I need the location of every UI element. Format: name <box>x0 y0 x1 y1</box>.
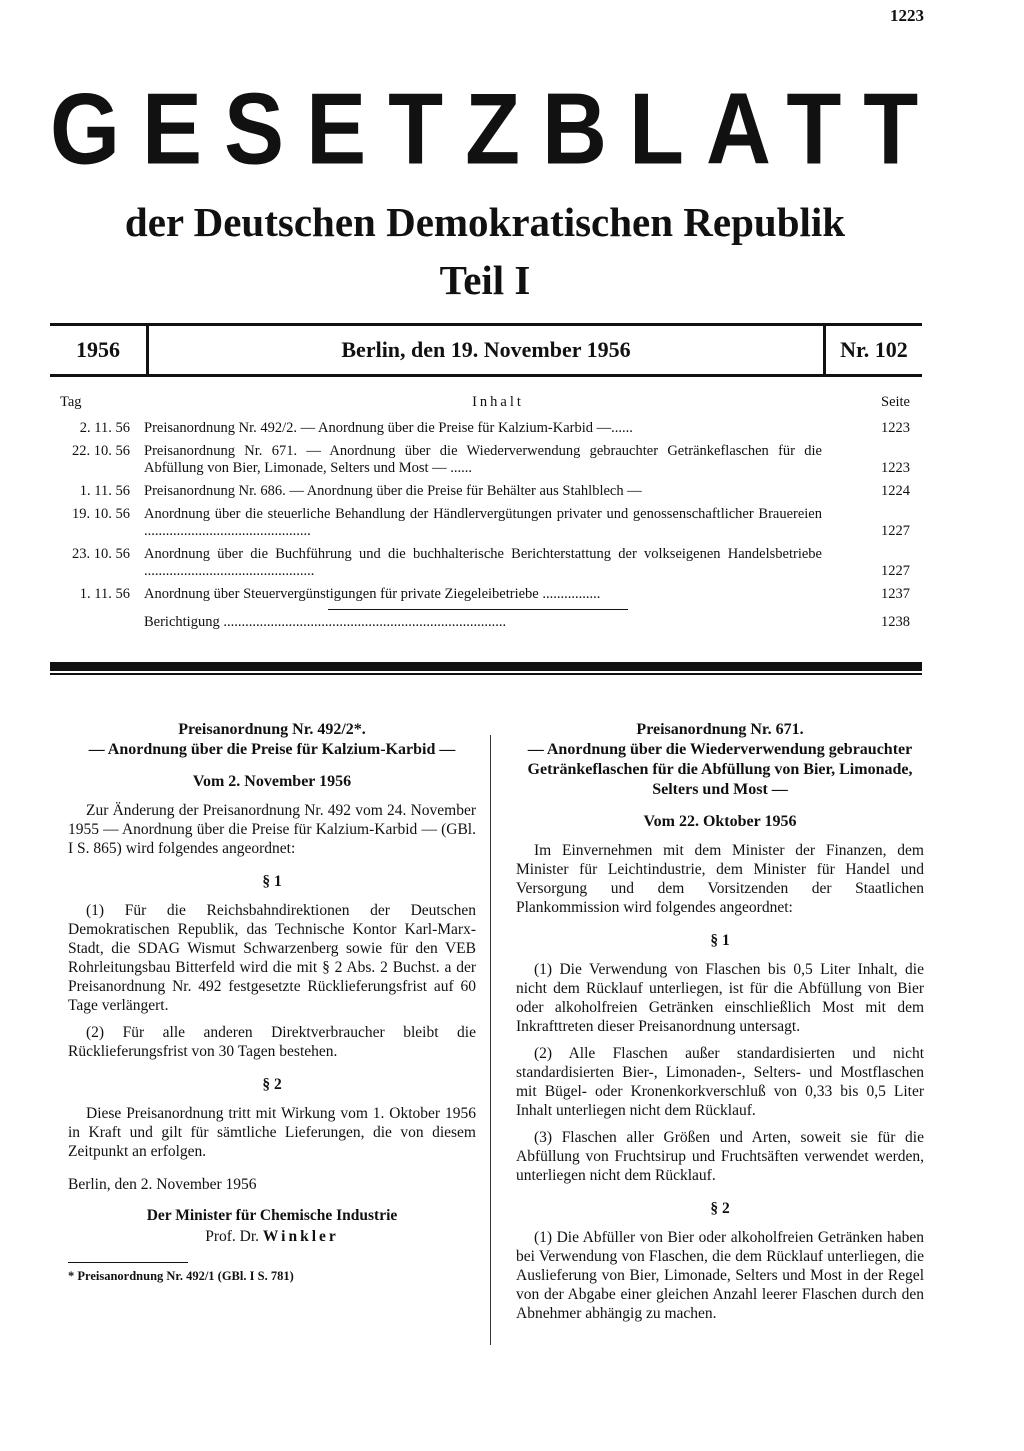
gazette-subtitle: der Deutschen Demokratischen Republik <box>124 199 846 245</box>
section-heading: § 2 <box>710 1200 730 1217</box>
gazette-title: GESETZBLATT <box>50 74 941 186</box>
toc-day-empty <box>60 614 144 631</box>
toc-title: Berichtigung .............................................................................. <box>144 614 507 630</box>
article-title: Preisanordnung Nr. 492/2*. <box>178 721 366 738</box>
toc-col-page: Seite <box>881 394 910 410</box>
signer-office: Der Minister für Chemische Industrie <box>146 1207 398 1224</box>
toc-day: 1. 11. 56 <box>79 586 130 602</box>
issue-year: 1956 <box>50 326 149 374</box>
section-heading: § 2 <box>262 1076 282 1093</box>
toc-row <box>60 586 910 603</box>
toc-page: 1227 <box>881 523 910 539</box>
article-date: Vom 2. November 1956 <box>192 773 352 790</box>
article-right <box>516 720 924 1331</box>
toc-page: 1223 <box>881 420 910 436</box>
signer-surname: Winkler <box>262 1228 339 1245</box>
toc-row <box>60 506 910 540</box>
page-number: 1223 <box>890 6 924 25</box>
toc-row <box>60 546 910 580</box>
toc-page: 1227 <box>881 563 910 579</box>
toc-page: 1223 <box>881 460 910 476</box>
issue-bar <box>50 323 922 377</box>
issue-number: Nr. 102 <box>840 337 908 362</box>
toc-day: 19. 10. 56 <box>72 506 130 522</box>
toc-title: Preisanordnung Nr. 492/2. — Anordnung über die Preise für Kalzium-Karbid —...... <box>144 420 633 436</box>
signer-name <box>68 1227 476 1246</box>
paragraph: (1) Die Verwendung von Flaschen bis 0,5 Liter Inhalt, die nicht dem Rücklauf unterliegen, ist für die Abfüllung von Bier oder alkoholfreien Getränken einschließlich Most mit dem Inkrafttreten dieser Preisanordnung untersagt. <box>516 961 924 1035</box>
toc-title: Anordnung über die steuerliche Behandlung der Händlervergütungen privater und genossenschaftlicher Brauereien .............................................. <box>144 506 822 539</box>
place-date: Berlin, den 2. November 1956 <box>68 1176 257 1193</box>
toc-title: Anordnung über Steuervergünstigungen für private Ziegeleibetriebe ................ <box>144 586 601 602</box>
paragraph: (3) Flaschen aller Größen und Arten, soweit sie für die Abfüllung von Fruchtsirup und Fruchtsäften verwendet werden, unterliegen nicht dem Rücklauf. <box>516 1129 924 1184</box>
footnote-rule <box>68 1262 188 1263</box>
article-intro: Im Einvernehmen mit dem Minister der Finanzen, dem Minister für Leichtindustrie, dem Minister für Handel und Versorgung und dem Vorsitzenden der Staatlichen Plankommission wird folgendes angeordnet: <box>516 842 924 916</box>
toc-day: 2. 11. 56 <box>79 420 130 436</box>
toc-page: 1224 <box>881 483 910 499</box>
article-date: Vom 22. Oktober 1956 <box>643 813 797 830</box>
toc-day: 23. 10. 56 <box>72 546 130 562</box>
article-subtitle: — Anordnung über die Preise für Kalzium-Karbid — <box>88 741 456 758</box>
toc-header <box>60 394 910 420</box>
toc-page: 1238 <box>881 614 910 630</box>
toc-title: Preisanordnung Nr. 686. — Anordnung über die Preise für Behälter aus Stahlblech — <box>144 483 642 499</box>
toc-title: Anordnung über die Buchführung und die buchhalterische Berichterstattung der volkseigenen Handelsbetriebe ............................................... <box>144 546 822 579</box>
toc-day: 22. 10. 56 <box>72 443 130 459</box>
section-heading: § 1 <box>710 932 730 949</box>
column-divider <box>490 735 491 1345</box>
section-divider <box>50 662 922 671</box>
toc-page: 1237 <box>881 586 910 602</box>
toc-title: Preisanordnung Nr. 671. — Anordnung über die Wiederverwendung gebrauchter Getränkeflaschen für die Abfüllung von Bier, Limonade, Selters und Most — ...... <box>144 443 822 476</box>
article-title: Preisanordnung Nr. 671. <box>636 721 804 738</box>
paragraph: (2) Alle Flaschen außer standardisierten und nicht standardisierten Bier-, Limonaden-, Selters- und Mostflaschen mit Bügel- oder Kronenkorkverschluß von 0,33 bis 0,5 Liter Inhalt unterliegen nicht dem Rücklauf. <box>516 1045 924 1119</box>
masthead <box>50 74 941 304</box>
table-of-contents <box>60 394 910 637</box>
toc-row <box>60 420 910 437</box>
toc-divider <box>328 609 628 610</box>
paragraph: Diese Preisanordnung tritt mit Wirkung vom 1. Oktober 1956 in Kraft und gilt für sämtliche Lieferungen, die von diesem Zeitpunkt an erfolgen. <box>68 1105 476 1160</box>
toc-row <box>60 443 910 477</box>
article-intro: Zur Änderung der Preisanordnung Nr. 492 vom 24. November 1955 — Anordnung über die Preise für Kalzium-Karbid — (GBl. I S. 865) wird folgendes angeordnet: <box>68 802 476 857</box>
toc-col-title: Inhalt <box>472 394 524 410</box>
toc-row-correction <box>60 614 910 631</box>
article-left <box>68 720 476 1286</box>
paragraph: (2) Für alle anderen Direktverbraucher bleibt die Rücklieferungsfrist von 30 Tagen bestehen. <box>68 1024 476 1060</box>
footnote: * Preisanordnung Nr. 492/1 (GBl. I S. 781) <box>68 1269 294 1283</box>
article-subtitle: — Anordnung über die Wiederverwendung gebrauchter Getränkeflaschen für die Abfüllung von Bier, Limonade, Selters und Most — <box>527 741 913 798</box>
issue-date: Berlin, den 19. November 1956 <box>149 326 826 374</box>
gazette-part: Teil I <box>439 257 531 303</box>
toc-day: 1. 11. 56 <box>79 483 130 499</box>
signer-title: Prof. Dr. <box>205 1228 260 1245</box>
toc-row <box>60 483 910 500</box>
paragraph: (1) Für die Reichsbahndirektionen der Deutschen Demokratischen Republik, das Technische Kontor Karl-Marx-Stadt, die SDAG Wismut Schwarzenberg sowie für den VEB Rohrleitungsbau Bitterfeld wird die mit § 2 Abs. 2 Buchst. a der Preisanordnung Nr. 492 festgesetzte Rücklieferungsfrist auf 60 Tage verlängert. <box>68 902 476 1014</box>
paragraph: (1) Die Abfüller von Bier oder alkoholfreien Getränken haben bei Verwendung von Flaschen, die dem Rücklauf unterliegen, die Auslieferung von Bier, Limonade, Selters und Most in der Regel von der Abgabe einer gleichen Anzahl leerer Flaschen durch den Abnehmer abhängig zu machen. <box>516 1229 924 1322</box>
section-heading: § 1 <box>262 873 282 890</box>
toc-col-day: Tag <box>60 394 82 410</box>
